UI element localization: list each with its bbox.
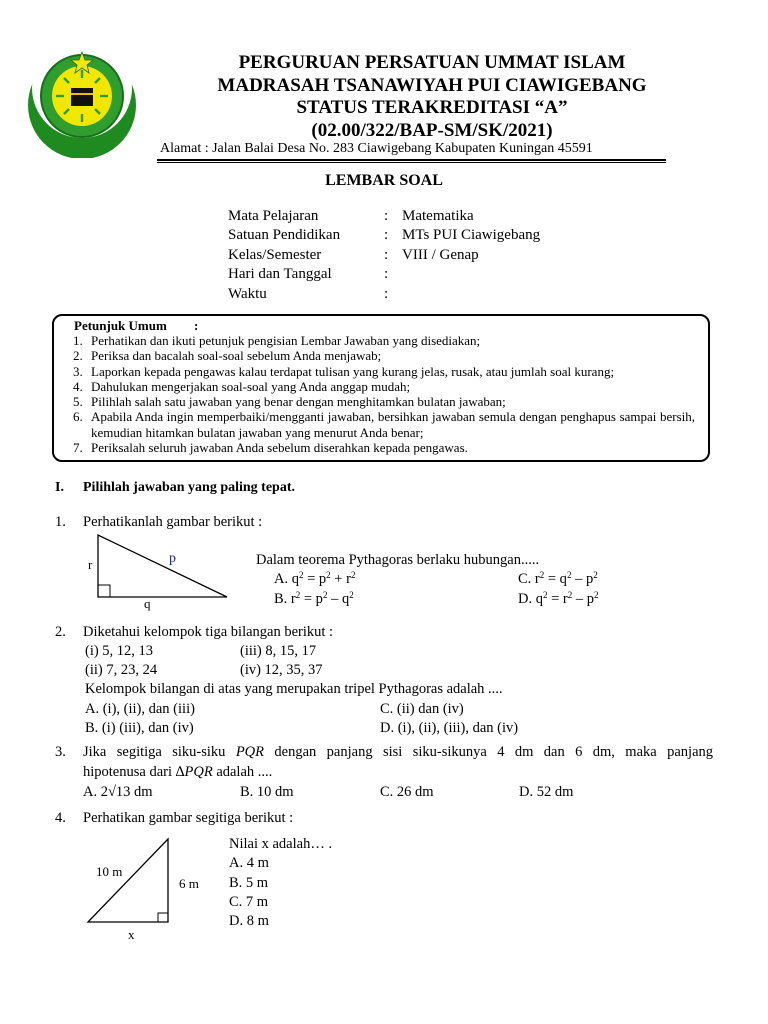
header-line-1: PERGURUAN PERSATUAN UMMAT ISLAM (238, 52, 626, 73)
instruction-number: 3. (73, 363, 83, 379)
q3-text-line1: Jika segitiga siku-siku PQR dengan panjang sisi siku-sikunya 4 dm dan 6 dm, maka panjang (83, 744, 714, 760)
instruction-text: Pilihlah salah satu jawaban yang benar dengan menghitamkan bulatan jawaban; (91, 394, 506, 410)
q4-triangle-figure (80, 834, 180, 930)
q2-item-ii: (ii) 7, 23, 24 (85, 662, 158, 678)
header-line-4: (02.00/322/BAP-SM/SK/2021) (311, 120, 553, 141)
q1-number: 1. (55, 514, 66, 530)
instruction-text: Perhatikan dan ikuti petunjuk pengisian Lembar Jawaban yang disediakan; (91, 333, 481, 348)
q2-item-iii: (iii) 8, 15, 17 (240, 643, 317, 659)
q1-option-d: D. $q^2 = r^2 - p^2$ (518, 590, 599, 607)
header-line-2: MADRASAH TSANAWIYAH PUI CIAWIGEBANG (217, 75, 647, 96)
info-colon: : (384, 266, 389, 283)
info-label: Kelas/Semester (228, 246, 322, 263)
q4-label-hypotenuse: 10 m (96, 864, 123, 879)
school-address: Alamat : Jalan Balai Desa No. 283 Ciawigebang Kabupaten Kuningan 45591 (160, 141, 593, 156)
info-label: Mata Pelajaran (228, 208, 319, 224)
instruction-text: Periksalah seluruh jawaban Anda sebelum diserahkan kepada pengawas. (91, 440, 468, 456)
header-divider (157, 159, 666, 161)
instruction-number: 4. (73, 378, 83, 394)
q1-option-b: B. $r^2 = p^2 - q^2$ (274, 590, 354, 607)
q4-stem: Nilai x adalah… . (229, 836, 333, 852)
q4-number: 4. (55, 810, 66, 826)
q2-text: Diketahui kelompok tiga bilangan berikut : (83, 624, 334, 640)
instruction-number: 5. (73, 394, 83, 410)
q4-option-b: B. 5 m (229, 875, 269, 891)
q2-option-b: B. (i) (iii), dan (iv) (85, 720, 194, 736)
q4-option-a: A. 4 m (229, 855, 269, 871)
q4-option-c: C. 7 m (229, 894, 269, 910)
q1-option-c: C. $r^2 = q^2 - p^2$ (518, 570, 598, 587)
q2-item-iv: (iv) 12, 35, 37 (240, 662, 323, 678)
instruction-number: 1. (73, 333, 83, 348)
q2-item-i: (i) 5, 12, 13 (85, 643, 154, 659)
instruction-text: Apabila Anda ingin memperbaiki/mengganti jawaban, bersihkan jawaban semula dengan penghapus sampai bersih, kemudian hitamkan bulatan jawaban yang menurut Anda benar; (91, 409, 695, 440)
instruction-number: 7. (73, 440, 83, 456)
q2-number: 2. (55, 624, 66, 640)
q4-label-side: 6 m (179, 876, 199, 891)
q2-prompt: Kelompok bilangan di atas yang merupakan tripel Pythagoras adalah .... (85, 681, 503, 697)
section-title: Pilihlah jawaban yang paling tepat. (83, 480, 295, 495)
info-colon: : (384, 246, 389, 263)
q4-triangle (88, 839, 168, 922)
header-line-3: STATUS TERAKREDITASI “A” (296, 97, 568, 118)
instruction-item (73, 364, 695, 379)
q1-option-c-label: C. r (518, 571, 540, 587)
instructions-heading-colon: : (194, 318, 199, 333)
instruction-item (73, 440, 695, 455)
info-label: Waktu (228, 285, 267, 302)
info-label: Hari dan Tanggal (228, 266, 332, 283)
info-value: MTs PUI Ciawigebang (402, 227, 541, 244)
doc-title: LEMBAR SOAL (325, 172, 443, 189)
section-number: I. (55, 480, 64, 495)
instruction-item (73, 409, 695, 440)
instructions-heading (74, 318, 199, 334)
q1-option-d-label: D. q (518, 591, 543, 607)
instruction-item (73, 379, 695, 394)
q1-label-p: p (169, 551, 176, 566)
q1-label-r: r (88, 557, 93, 572)
q1-label-q: q (144, 596, 151, 611)
instruction-number: 6. (73, 409, 83, 425)
instruction-item (73, 333, 695, 348)
q2-option-c: C. (ii) dan (iv) (380, 701, 464, 717)
instructions-heading-text: Petunjuk Umum (74, 318, 167, 333)
instruction-number: 2. (73, 348, 83, 364)
instruction-item (73, 348, 695, 363)
instruction-text: Periksa dan bacalah soal-soal sebelum Anda menjawab; (91, 348, 382, 364)
q1-stem: Dalam teorema Pythagoras berlaku hubungan..... (256, 552, 540, 568)
instructions-list (73, 333, 695, 455)
q1-triangle (98, 535, 227, 597)
q3-number: 3. (55, 744, 66, 760)
q1-option-a-label: A. q (274, 571, 299, 587)
info-colon: : (384, 285, 389, 302)
instruction-text: Dahulukan mengerjakan soal-soal yang Anda anggap mudah; (91, 378, 411, 394)
info-value: Matematika (402, 208, 474, 224)
right-angle-mark (158, 913, 168, 922)
q2-option-a: A. (i), (ii), dan (iii) (85, 701, 195, 717)
q4-label-base: x (128, 927, 135, 942)
q4-text: Perhatikan gambar segitiga berikut : (83, 810, 294, 826)
info-value: VIII / Genap (402, 246, 479, 263)
q3-text-line2: hipotenusa dari ∆PQR adalah .... (83, 764, 273, 780)
q1-triangle-figure (85, 530, 235, 614)
info-colon: : (384, 227, 389, 244)
q3-option-a: A. 2√13 dm (83, 784, 153, 800)
q1-option-a: A. $q^2 = p^2 + r^2$ (274, 570, 356, 587)
q3-option-c: C. 26 dm (380, 784, 434, 800)
q1-text: Perhatikanlah gambar berikut : (83, 514, 263, 530)
q4-option-d: D. 8 m (229, 913, 269, 929)
q2-option-d: D. (i), (ii), (iii), dan (iv) (380, 720, 519, 736)
q1-option-b-label: B. r (274, 591, 296, 607)
q3-option-d: D. 52 dm (519, 784, 574, 800)
right-angle-mark (98, 585, 110, 597)
instruction-item (73, 394, 695, 409)
q3-option-b: B. 10 dm (240, 784, 294, 800)
info-colon: : (384, 208, 389, 224)
info-label: Satuan Pendidikan (228, 227, 341, 244)
instruction-text: Laporkan kepada pengawas kalau terdapat tulisan yang kurang jelas, rusak, atau jumlah soal kurang; (91, 363, 615, 379)
header-divider-thin (157, 162, 666, 163)
